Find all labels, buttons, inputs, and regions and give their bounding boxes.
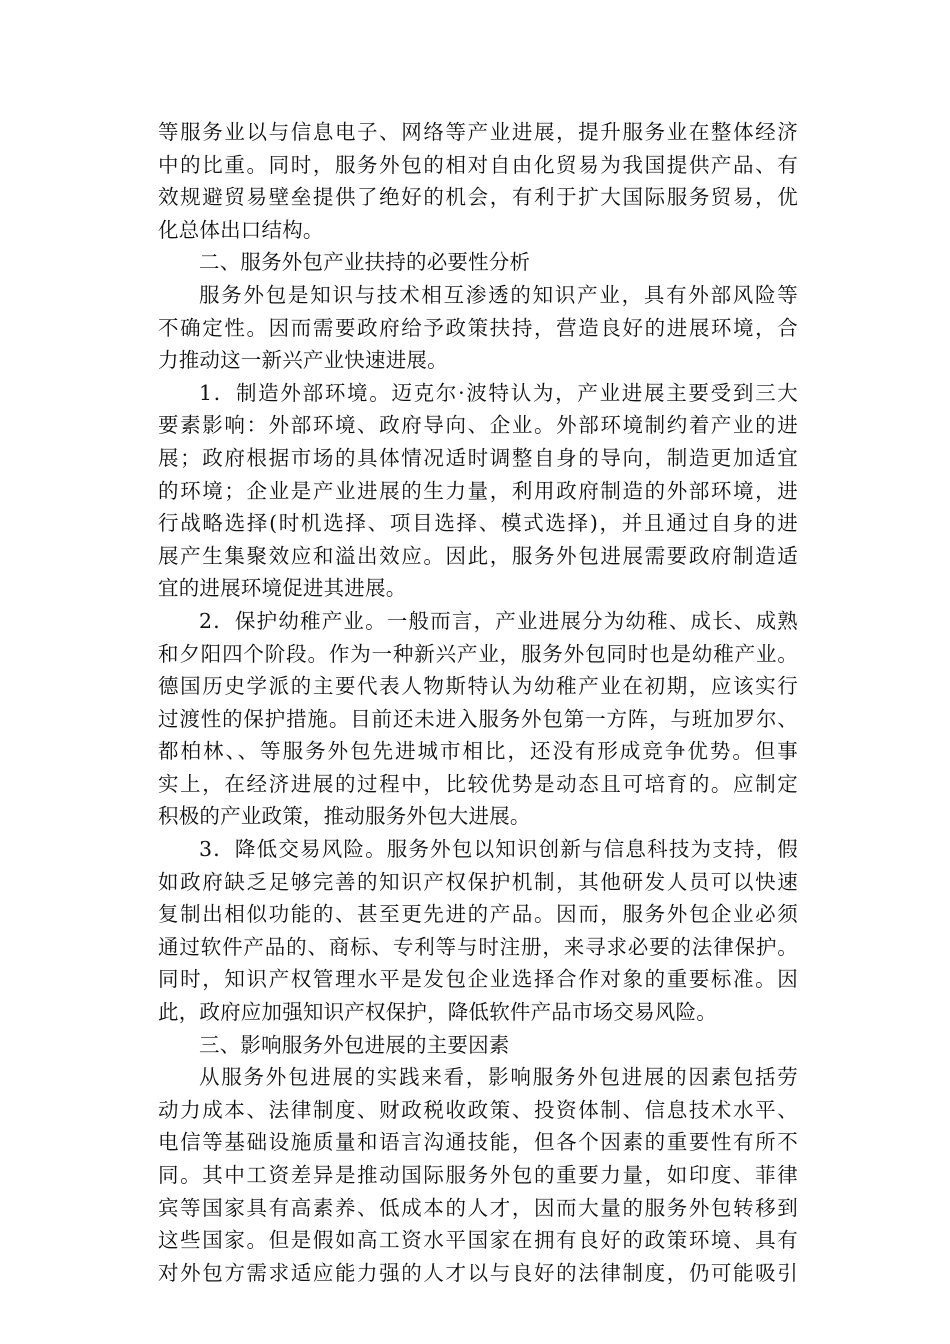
text-line: 和夕阳四个阶段。作为一种新兴产业，服务外包同时也是幼稚产业。 <box>158 641 798 666</box>
text-line: 二、服务外包产业扶持的必要性分析 <box>199 250 531 275</box>
text-line: 电信等基础设施质量和语言沟通技能，但各个因素的重要性有所不 <box>158 1130 798 1155</box>
text-line: 展产生集聚效应和溢出效应。因此，服务外包进展需要政府制造适 <box>158 543 798 568</box>
text-line: 展；政府根据市场的具体情况适时调整自身的导向，制造更加适宜 <box>158 445 798 470</box>
text-line: 从服务外包进展的实践来看，影响服务外包进展的因素包括劳 <box>199 1065 798 1090</box>
text-line: 实上，在经济进展的过程中，比较优势是动态且可培育的。应制定 <box>158 771 798 796</box>
text-line: 宜的进展环境促进其进展。 <box>158 576 407 601</box>
text-line: 的环境；企业是产业进展的生力量，利用政府制造的外部环境，进 <box>158 478 798 503</box>
text-line: 宾等国家具有高素养、低成本的人才，因而大量的服务外包转移到 <box>158 1195 798 1220</box>
text-line: 2．保护幼稚产业。一般而言，产业进展分为幼稚、成长、成熟 <box>199 608 798 633</box>
text-line: 不确定性。因而需要政府给予政策扶持，营造良好的进展环境，合 <box>158 315 798 340</box>
text-line: 积极的产业政策，推动服务外包大进展。 <box>158 804 531 829</box>
text-line: 三、影响服务外包进展的主要因素 <box>199 1032 510 1057</box>
text-line: 同时，知识产权管理水平是发包企业选择合作对象的重要标准。因 <box>158 967 798 992</box>
document-body <box>158 116 798 1289</box>
text-line: 复制出相似功能的、甚至更先进的产品。因而，服务外包企业必须 <box>158 902 798 927</box>
text-line: 都柏林、、等服务外包先进城市相比，还没有形成竞争优势。但事 <box>158 739 798 764</box>
text-line: 1．制造外部环境。迈克尔·波特认为，产业进展主要受到三大 <box>199 380 798 405</box>
text-line: 要素影响：外部环境、政府导向、企业。外部环境制约着产业的进 <box>158 413 798 438</box>
text-line: 化总体出口结构。 <box>158 217 324 242</box>
text-line: 动力成本、法律制度、财政税收政策、投资体制、信息技术水平、 <box>158 1097 798 1122</box>
text-line: 通过软件产品的、商标、专利等与时注册，来寻求必要的法律保护。 <box>158 934 798 959</box>
text-line: 同。其中工资差异是推动国际服务外包的重要力量，如印度、菲律 <box>158 1163 798 1187</box>
text-line: 服务外包是知识与技术相互渗透的知识产业，具有外部风险等 <box>199 282 798 307</box>
text-line: 3．降低交易风险。服务外包以知识创新与信息科技为支持，假 <box>199 837 798 862</box>
text-line: 过渡性的保护措施。目前还未进入服务外包第一方阵，与班加罗尔、 <box>158 706 798 731</box>
text-line: 这些国家。但是假如高工资水平国家在拥有良好的政策环境、具有 <box>158 1228 798 1253</box>
text-line: 对外包方需求适应能力强的人才以与良好的法律制度，仍可能吸引 <box>158 1260 798 1285</box>
text-line: 等服务业以与信息电子、网络等产业进展，提升服务业在整体经济 <box>158 120 798 144</box>
text-line: 此，政府应加强知识产权保护，降低软件产品市场交易风险。 <box>158 1000 717 1025</box>
text-line: 行战略选择(时机选择、项目选择、模式选择)，并且通过自身的进 <box>158 511 798 536</box>
text-line: 如政府缺乏足够完善的知识产权保护机制，其他研发人员可以快速 <box>158 869 798 894</box>
text-line: 德国历史学派的主要代表人物斯特认为幼稚产业在初期，应该实行 <box>158 674 798 699</box>
text-line: 中的比重。同时，服务外包的相对自由化贸易为我国提供产品、有 <box>158 152 798 177</box>
text-line: 力推动这一新兴产业快速进展。 <box>158 348 448 373</box>
text-line: 效规避贸易壁垒提供了绝好的机会，有利于扩大国际服务贸易，优 <box>158 185 798 210</box>
